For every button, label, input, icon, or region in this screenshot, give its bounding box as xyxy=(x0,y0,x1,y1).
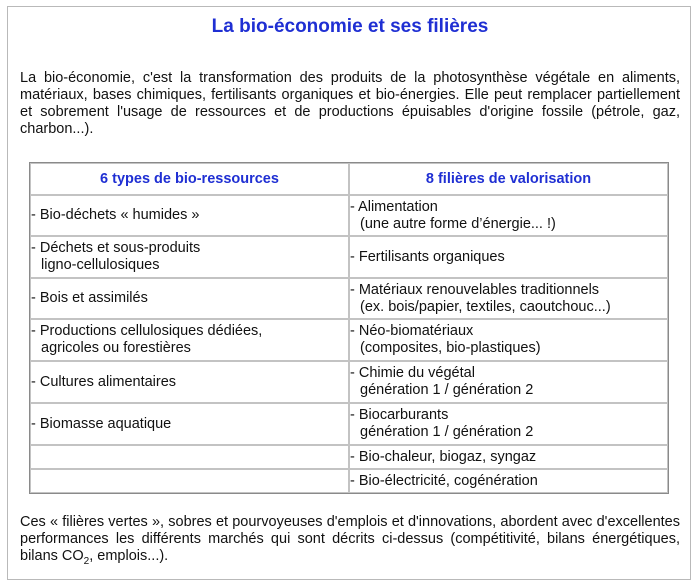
filiere-cell xyxy=(349,445,668,469)
cell-subline: génération 1 / génération 2 xyxy=(360,424,534,440)
filiere-cell xyxy=(349,195,668,236)
table-row xyxy=(30,469,668,493)
filiere-cell xyxy=(349,319,668,361)
table-row xyxy=(30,361,668,403)
filiere-cell xyxy=(349,278,668,319)
empty-resource-cell xyxy=(30,445,349,469)
cell-subline: ligno-cellulosiques xyxy=(41,257,160,273)
cell-subline: génération 1 / génération 2 xyxy=(360,382,534,398)
resource-cell xyxy=(30,195,349,236)
table-row xyxy=(30,278,668,319)
page-title: La bio-économie et ses filières xyxy=(211,16,489,37)
table-row xyxy=(30,195,668,236)
resource-cell xyxy=(30,236,349,278)
cell-line: - Biomasse aquatique xyxy=(31,415,172,432)
cell-line: - Fertilisants organiques xyxy=(350,248,505,265)
filiere-cell xyxy=(349,236,668,278)
co2-subscript: 2 xyxy=(83,555,90,567)
cell-line: - Matériaux renouvelables traditionnels xyxy=(350,281,600,298)
filiere-cell xyxy=(349,361,668,403)
document-frame xyxy=(7,6,691,580)
resource-cell xyxy=(30,319,349,361)
filiere-cell xyxy=(349,403,668,445)
cell-line: - Chimie du végétal xyxy=(350,365,475,381)
resource-cell xyxy=(30,278,349,319)
table-row xyxy=(30,403,668,445)
table-row xyxy=(30,319,668,361)
table-row xyxy=(30,236,668,278)
cell-subline: (composites, bio-plastiques) xyxy=(360,340,541,356)
outro-text: Ces « filières vertes », sobres et pourvoyeuses d'emplois et d'innovations, abordent avec d'excellentes performances les différents marchés qui sont décrits ci-dessus (compétitivité, bilans énergétiques, bilans CO xyxy=(20,514,680,564)
cell-line: - Bio-chaleur, biogaz, syngaz xyxy=(350,448,537,465)
cell-line: - Déchets et sous-produits xyxy=(31,240,201,256)
cell-subline: (une autre forme d’énergie... !) xyxy=(360,215,556,232)
cell-line: - Cultures alimentaires xyxy=(31,373,177,390)
resources-table xyxy=(29,162,669,494)
cell-line: - Bio-déchets « humides » xyxy=(31,207,200,223)
cell-line: - Néo-biomatériaux xyxy=(350,323,474,339)
header-filieres: 8 filières de valorisation xyxy=(349,163,668,195)
intro-paragraph: La bio-économie, c'est la transformation des produits de la photosynthèse végétale en aliments, matériaux, bases chimiques, fertilisants organiques et bio-énergies. Elle peut remplacer partiellement et sobrement l'usage de ressources et de productions épuisables d'origine fossile (pétrole, gaz, charbon...). xyxy=(20,70,680,137)
cell-subline: agricoles ou forestières xyxy=(41,340,191,356)
header-bio-ressources: 6 types de bio-ressources xyxy=(30,163,349,195)
cell-line: - Bio-électricité, cogénération xyxy=(350,472,538,489)
resource-cell xyxy=(30,403,349,445)
resource-cell xyxy=(30,361,349,403)
cell-line: - Alimentation xyxy=(350,198,438,215)
filiere-cell xyxy=(349,469,668,493)
table-row xyxy=(30,445,668,469)
outro-text-end: , emplois...). xyxy=(89,548,169,564)
outro-paragraph xyxy=(20,514,680,565)
table-header-row xyxy=(30,163,668,195)
cell-line: - Productions cellulosiques dédiées, xyxy=(31,323,263,339)
cell-line: - Bois et assimilés xyxy=(31,290,148,306)
cell-line: - Biocarburants xyxy=(350,407,449,423)
empty-resource-cell xyxy=(30,469,349,493)
cell-subline: (ex. bois/papier, textiles, caoutchouc...) xyxy=(360,298,611,315)
